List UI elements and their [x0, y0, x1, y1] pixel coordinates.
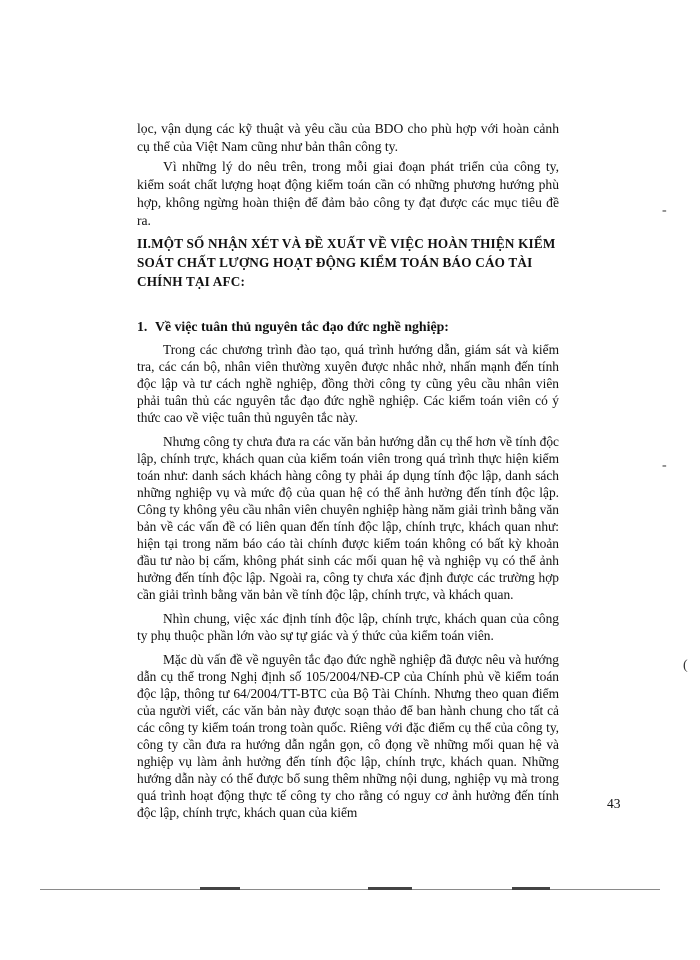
body-paragraph-2: Nhưng công ty chưa đưa ra các văn bản hướng dẫn cụ thể hơn về tính độc lập, chính trực, khách quan của kiểm toán viên trong quá trình thực hiện kiểm toán như: danh sách khách hàng công ty phải áp dụng tính độc lập, danh sách những nghiệp vụ và mức độ của quan hệ có thể ảnh hưởng đến tính độc lập. Công ty không yêu cầu nhân viên chuyên nghiệp hàng năm giải trình bằng văn bản về các vấn đề có liên quan đến tính độc lập, chính trực, khách quan như: hiện tại trong năm báo cáo tài chính được kiểm toán không có bất kỳ khoản đầu tư nào bị cấm, không phát sinh các mối quan hệ và nghiệp vụ có thể ảnh hưởng đến tính độc lập. Ngoài ra, công ty chưa xác định được các trường hợp cần giải trình bằng văn bản về tính độc lập, chính trực, và khách quan. [137, 434, 559, 602]
scan-speck-mark: - [662, 458, 667, 473]
intro-paragraph-continued: lọc, vận dụng các kỹ thuật và yêu cầu của BDO cho phù hợp với hoàn cảnh cụ thể của Việt Nam cũng như bản thân công ty. [137, 121, 559, 154]
body-paragraph-3: Nhìn chung, việc xác định tính độc lập, chính trực, khách quan của công ty phụ thuộc phần lớn vào sự tự giác và ý thức của kiểm toán viên. [137, 611, 559, 643]
page-number: 43 [607, 796, 621, 811]
scan-margin-mark: ( [683, 658, 688, 673]
body-paragraph-4: Mặc dù vấn đề về nguyên tắc đạo đức nghề nghiệp đã được nêu và hướng dẫn cụ thể trong Nghị định số 105/2004/NĐ-CP của Chính phủ về kiểm toán độc lập, thông tư 64/2004/TT-BTC của Bộ Tài Chính. Nhưng theo quan điểm của người viết, các văn bản này được soạn thảo để ban hành chung cho tất cả các công ty kiểm toán trong toàn quốc. Riêng với đặc điểm cụ thể của công ty, công ty cần đưa ra hướng dẫn ngắn gọn, cô đọng về những mối quan hệ và nghiệp vụ làm ảnh hưởng đến tính độc lập, chính trực, khách quan. Những hướng dẫn này có thể được bổ sung thêm những nội dung, nghiệp vụ mà trong quá trình hoạt động thực tế công ty cho rằng có nguy cơ ảnh hưởng đến tính độc lập, chính trực, khách quan của kiểm [137, 652, 559, 820]
body-paragraph-1: Trong các chương trình đào tạo, quá trình hướng dẫn, giám sát và kiểm tra, các cán bộ, nhân viên thường xuyên được nhắc nhở, nhấn mạnh đến tính độc lập và tư cách nghề nghiệp, đồng thời công ty cũng yêu cầu nhân viên phải tuân thủ các nguyên tắc đạo đức nghề nghiệp. Các kiểm toán viên có ý thức cao về việc tuân thủ nguyên tắc này. [137, 342, 559, 425]
scan-dash-mark [368, 887, 412, 890]
subsection-title: Về việc tuân thủ nguyên tắc đạo đức nghề nghiệp: [155, 319, 449, 334]
scan-dash-mark [512, 887, 550, 890]
subsection-number: 1. [137, 319, 148, 334]
scan-bottom-line [40, 889, 660, 890]
subsection-heading [137, 318, 557, 336]
scan-speck-mark: - [662, 203, 667, 218]
intro-paragraph-conclusion: Vì những lý do nêu trên, trong mỗi giai đoạn phát triển của công ty, kiểm soát chất lượng hoạt động kiểm toán cần có những phương hướng phù hợp, không ngừng hoàn thiện để đảm bảo công ty đạt được các mục tiêu đề ra. [137, 159, 559, 228]
section-heading: II.MỘT SỐ NHẬN XÉT VÀ ĐỀ XUẤT VỀ VIỆC HOÀN THIỆN KIỂM SOÁT CHẤT LƯỢNG HOẠT ĐỘNG KIỂM TOÁN BÁO CÁO TÀI CHÍNH TẠI AFC: [137, 236, 556, 289]
section-body [137, 341, 559, 828]
scan-dash-mark [200, 887, 240, 890]
